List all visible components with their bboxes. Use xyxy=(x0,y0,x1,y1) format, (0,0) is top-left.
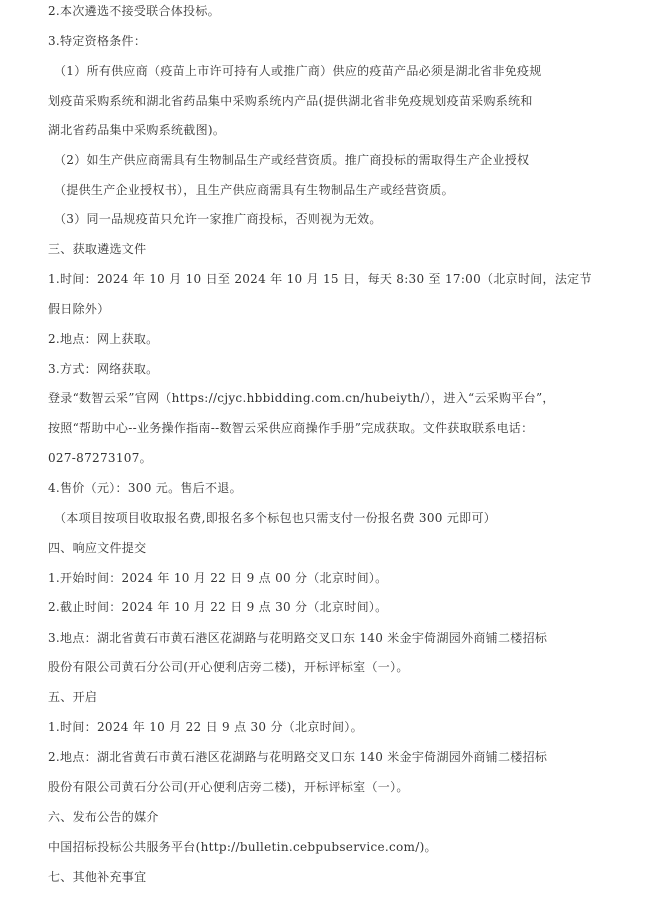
text-line: （提供生产企业授权书），且生产供应商需具有生物制品生产或经营资质。 xyxy=(54,183,454,197)
text-line: 2.本次遴选不接受联合体投标。 xyxy=(48,4,220,18)
text-line: 2.地点：湖北省黄石市黄石港区花湖路与花明路交叉口东 140 米金宇倚湖园外商铺二楼招标 xyxy=(48,750,548,764)
text-line: （1）所有供应商（疫苗上市许可持有人或推广商）供应的疫苗产品必须是湖北省非免疫规 xyxy=(54,64,542,78)
section-heading: 七、其他补充事宜 xyxy=(48,870,147,884)
section-heading: 六、发布公告的媒介 xyxy=(48,810,159,824)
text-line: 1.时间：2024 年 10 月 22 日 9 点 30 分（北京时间）。 xyxy=(48,720,363,734)
text-line: 1.开始时间：2024 年 10 月 22 日 9 点 00 分（北京时间）。 xyxy=(48,571,388,585)
text-line: 3.地点：湖北省黄石市黄石港区花湖路与花明路交叉口东 140 米金宇倚湖园外商铺二楼招标 xyxy=(48,631,548,645)
text-line: 2.地点：网上获取。 xyxy=(48,332,159,346)
text-line: 2.截止时间：2024 年 10 月 22 日 9 点 30 分（北京时间）。 xyxy=(48,600,388,614)
section-heading: 三、获取遴选文件 xyxy=(48,242,147,256)
section-heading: 四、响应文件提交 xyxy=(48,541,147,555)
text-line: 027-87273107。 xyxy=(48,451,152,465)
text-line: 假日除外） xyxy=(48,302,110,316)
text-line: 划疫苗采购系统和湖北省药品集中采购系统内产品(提供湖北省非免疫规划疫苗采购系统和 xyxy=(48,94,533,108)
text-line: 股份有限公司黄石分公司(开心便利店旁二楼)，开标评标室（一）。 xyxy=(48,660,409,674)
text-line: 3.方式：网络获取。 xyxy=(48,362,159,376)
text-line: 中国招标投标公共服务平台(http://bulletin.cebpubservice.com/)。 xyxy=(48,840,437,854)
text-line: 登录“数智云采”官网（https://cjyc.hbbidding.com.cn/hubeiyth/），进入“云采购平台”， xyxy=(48,391,555,405)
text-line: （2）如生产供应商需具有生物制品生产或经营资质。推广商投标的需取得生产企业授权 xyxy=(54,153,530,167)
text-line: （本项目按项目收取报名费,即报名多个标包也只需支付一份报名费 300 元即可） xyxy=(54,511,497,525)
text-line: （3）同一品规疫苗只允许一家推广商投标，否则视为无效。 xyxy=(54,212,382,226)
section-heading: 五、开启 xyxy=(48,690,98,704)
text-line: 1.时间：2024 年 10 月 10 日至 2024 年 10 月 15 日，每天 8:30 至 17:00（北京时间，法定节 xyxy=(48,272,592,286)
text-line: 4.售价（元）：300 元。售后不退。 xyxy=(48,481,242,495)
text-line: 湖北省药品集中采购系统截图)。 xyxy=(48,123,226,137)
text-line: 股份有限公司黄石分公司(开心便利店旁二楼)，开标评标室（一）。 xyxy=(48,780,409,794)
text-line: 3.特定资格条件： xyxy=(48,34,147,48)
text-line: 按照“帮助中心--业务操作指南--数智云采供应商操作手册”完成获取。文件获取联系电话： xyxy=(48,421,534,435)
